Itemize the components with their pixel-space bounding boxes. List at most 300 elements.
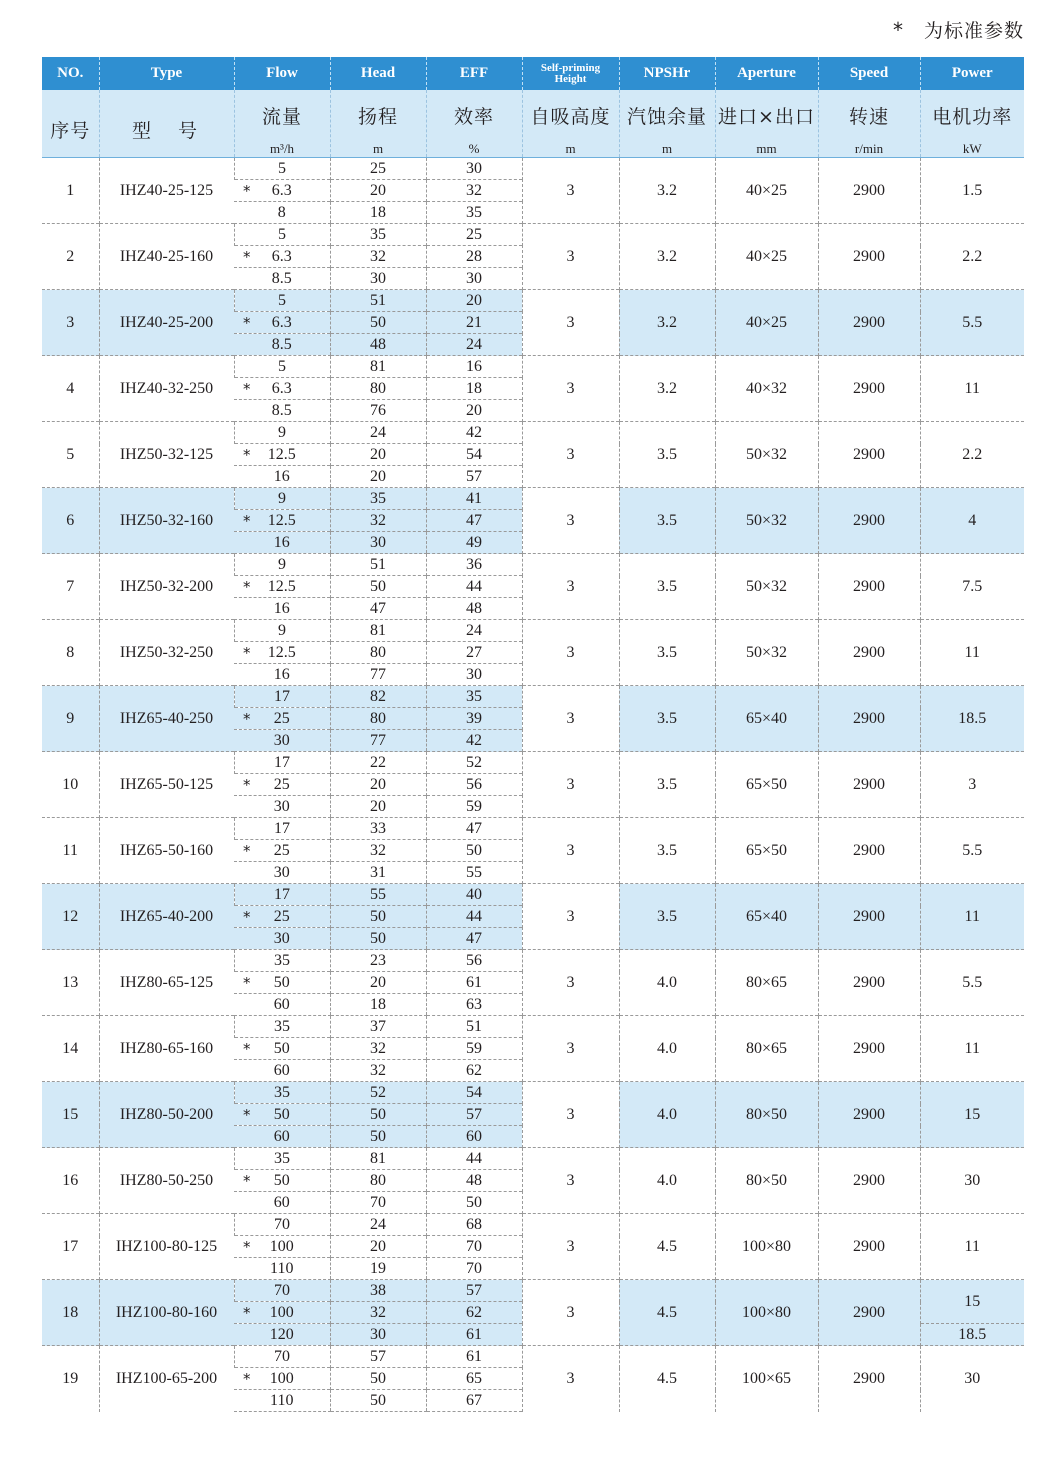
eff-value: 63 (426, 994, 522, 1016)
asterisk-mark: * (892, 18, 904, 42)
header-cn-flow: 流量 m³/h (234, 90, 330, 158)
pump-type: IHZ100-80-125 (99, 1214, 234, 1280)
head-value: 20 (330, 466, 426, 488)
speed-value: 2900 (818, 158, 920, 224)
head-value: 80 (330, 378, 426, 400)
speed-value: 2900 (818, 1214, 920, 1280)
flow-cell (234, 1016, 330, 1038)
eff-value: 57 (426, 466, 522, 488)
power-value: 4 (920, 488, 1024, 554)
pump-type: IHZ40-25-125 (99, 158, 234, 224)
table-row (42, 818, 1024, 840)
eff-value: 18 (426, 378, 522, 400)
head-value: 35 (330, 224, 426, 246)
row-number: 5 (42, 422, 99, 488)
flow-value: 6.3 (271, 379, 292, 397)
flow-cell (234, 510, 330, 532)
speed-value: 2900 (818, 1082, 920, 1148)
npshr-value: 3.2 (619, 290, 715, 356)
header-speed: Speed (818, 57, 920, 90)
pump-type: IHZ80-65-125 (99, 950, 234, 1016)
eff-value: 42 (426, 730, 522, 752)
flow-value: 100 (269, 1237, 294, 1255)
head-value: 50 (330, 576, 426, 598)
power-value: 5.5 (920, 950, 1024, 1016)
aperture-value: 40×32 (715, 356, 818, 422)
header-aperture: Aperture (715, 57, 818, 90)
standard-asterisk: * (243, 379, 251, 398)
speed-value: 2900 (818, 224, 920, 290)
standard-asterisk: * (243, 1105, 251, 1124)
header-head: Head (330, 57, 426, 90)
aperture-value: 65×40 (715, 884, 818, 950)
flow-value: 110 (270, 1391, 294, 1409)
flow-value: 50 (273, 1171, 290, 1189)
head-value: 50 (330, 1390, 426, 1412)
eff-value: 40 (426, 884, 522, 906)
flow-value: 25 (273, 709, 290, 727)
flow-cell (234, 862, 330, 884)
eff-value: 68 (426, 1214, 522, 1236)
flow-value: 8.5 (271, 335, 292, 353)
flow-cell (234, 400, 330, 422)
flow-cell (234, 246, 330, 268)
aperture-value: 100×65 (715, 1346, 818, 1412)
flow-value: 35 (274, 1017, 290, 1035)
flow-cell (234, 532, 330, 554)
eff-value: 20 (426, 290, 522, 312)
flow-cell (234, 268, 330, 290)
flow-cell (234, 466, 330, 488)
self-priming-value: 3 (522, 422, 619, 488)
standard-asterisk: * (243, 1369, 251, 1388)
head-value: 50 (330, 1368, 426, 1390)
eff-value: 50 (426, 840, 522, 862)
pump-type: IHZ65-40-200 (99, 884, 234, 950)
head-value: 20 (330, 972, 426, 994)
head-value: 80 (330, 708, 426, 730)
flow-value: 17 (274, 753, 290, 771)
standard-asterisk: * (243, 841, 251, 860)
header-cn-speed: 转速 r/min (818, 90, 920, 158)
npshr-value: 3.2 (619, 158, 715, 224)
head-value: 18 (330, 994, 426, 1016)
flow-cell (234, 224, 330, 246)
self-priming-value: 3 (522, 554, 619, 620)
eff-value: 39 (426, 708, 522, 730)
speed-value: 2900 (818, 950, 920, 1016)
self-priming-value: 3 (522, 488, 619, 554)
eff-value: 57 (426, 1280, 522, 1302)
head-value: 24 (330, 422, 426, 444)
flow-value: 25 (273, 907, 290, 925)
eff-value: 55 (426, 862, 522, 884)
standard-asterisk: * (243, 181, 251, 200)
pump-type: IHZ40-25-200 (99, 290, 234, 356)
flow-value: 9 (278, 489, 286, 507)
eff-value: 35 (426, 686, 522, 708)
flow-value: 6.3 (271, 247, 292, 265)
self-priming-value: 3 (522, 1016, 619, 1082)
head-value: 76 (330, 400, 426, 422)
eff-value: 24 (426, 620, 522, 642)
row-number: 6 (42, 488, 99, 554)
flow-cell (234, 1104, 330, 1126)
table-row (42, 1280, 1024, 1302)
speed-value: 2900 (818, 620, 920, 686)
head-value: 52 (330, 1082, 426, 1104)
flow-cell (234, 972, 330, 994)
npshr-value: 3.5 (619, 554, 715, 620)
table-row (42, 950, 1024, 972)
table-row (42, 554, 1024, 576)
flow-cell (234, 312, 330, 334)
eff-value: 32 (426, 180, 522, 202)
header-cn-npsh: 汽蚀余量 m (619, 90, 715, 158)
standard-asterisk: * (243, 247, 251, 266)
flow-value: 120 (269, 1325, 294, 1343)
table-row (42, 686, 1024, 708)
flow-value: 70 (274, 1215, 290, 1233)
head-value: 37 (330, 1016, 426, 1038)
pump-type: IHZ50-32-200 (99, 554, 234, 620)
flow-value: 6.3 (271, 313, 292, 331)
standard-asterisk: * (243, 445, 251, 464)
head-value: 22 (330, 752, 426, 774)
eff-value: 24 (426, 334, 522, 356)
npshr-value: 4.0 (619, 1148, 715, 1214)
head-value: 50 (330, 1126, 426, 1148)
eff-value: 54 (426, 1082, 522, 1104)
table-row (42, 1016, 1024, 1038)
eff-value: 67 (426, 1390, 522, 1412)
eff-value: 27 (426, 642, 522, 664)
flow-cell (234, 444, 330, 466)
speed-value: 2900 (818, 884, 920, 950)
row-number: 3 (42, 290, 99, 356)
table-row (42, 422, 1024, 444)
flow-value: 17 (274, 885, 290, 903)
flow-value: 70 (274, 1347, 290, 1365)
aperture-value: 50×32 (715, 422, 818, 488)
flow-cell (234, 1258, 330, 1280)
eff-value: 49 (426, 532, 522, 554)
flow-cell (234, 554, 330, 576)
npshr-value: 3.2 (619, 356, 715, 422)
head-value: 19 (330, 1258, 426, 1280)
power-value: 3 (920, 752, 1024, 818)
flow-cell (234, 752, 330, 774)
flow-cell (234, 774, 330, 796)
flow-cell (234, 1082, 330, 1104)
self-priming-value: 3 (522, 1082, 619, 1148)
speed-value: 2900 (818, 356, 920, 422)
head-value: 25 (330, 158, 426, 180)
power-value: 7.5 (920, 554, 1024, 620)
head-value: 30 (330, 532, 426, 554)
flow-value: 6.3 (271, 181, 292, 199)
eff-value: 35 (426, 202, 522, 224)
power-value: 30 (920, 1346, 1024, 1412)
flow-value: 30 (273, 797, 290, 815)
eff-value: 56 (426, 950, 522, 972)
table-body (42, 158, 1024, 1412)
power-value: 11 (920, 1016, 1024, 1082)
flow-value: 30 (273, 863, 290, 881)
flow-cell (234, 1126, 330, 1148)
eff-value: 61 (426, 972, 522, 994)
eff-value: 70 (426, 1258, 522, 1280)
head-value: 30 (330, 1324, 426, 1346)
table-row (42, 1082, 1024, 1104)
flow-value: 30 (273, 929, 290, 947)
pump-type: IHZ80-50-250 (99, 1148, 234, 1214)
flow-value: 17 (274, 819, 290, 837)
self-priming-value: 3 (522, 752, 619, 818)
head-value: 50 (330, 312, 426, 334)
eff-value: 52 (426, 752, 522, 774)
table-row (42, 158, 1024, 180)
flow-cell (234, 334, 330, 356)
self-priming-value: 3 (522, 1280, 619, 1346)
flow-value: 70 (274, 1281, 290, 1299)
table-row (42, 884, 1024, 906)
flow-cell (234, 950, 330, 972)
head-value: 82 (330, 686, 426, 708)
eff-value: 30 (426, 268, 522, 290)
eff-value: 65 (426, 1368, 522, 1390)
flow-value: 50 (273, 1039, 290, 1057)
flow-value: 9 (278, 621, 286, 639)
flow-cell (234, 576, 330, 598)
flow-value: 16 (273, 533, 290, 551)
flow-value: 5 (278, 225, 286, 243)
speed-value: 2900 (818, 1280, 920, 1346)
head-value: 50 (330, 928, 426, 950)
table-row (42, 356, 1024, 378)
flow-value: 12.5 (267, 445, 296, 463)
eff-value: 56 (426, 774, 522, 796)
flow-value: 35 (274, 951, 290, 969)
flow-cell (234, 620, 330, 642)
header-eff: EFF (426, 57, 522, 90)
pump-type: IHZ80-50-200 (99, 1082, 234, 1148)
eff-value: 70 (426, 1236, 522, 1258)
flow-cell (234, 686, 330, 708)
standard-asterisk: * (243, 511, 251, 530)
eff-value: 44 (426, 1148, 522, 1170)
pump-type: IHZ50-32-125 (99, 422, 234, 488)
self-priming-value: 3 (522, 620, 619, 686)
flow-cell (234, 642, 330, 664)
row-number: 7 (42, 554, 99, 620)
head-value: 50 (330, 906, 426, 928)
head-value: 51 (330, 554, 426, 576)
flow-value: 8.5 (271, 401, 292, 419)
self-priming-value: 3 (522, 356, 619, 422)
aperture-value: 100×80 (715, 1280, 818, 1346)
npshr-value: 3.5 (619, 686, 715, 752)
flow-value: 16 (273, 599, 290, 617)
power-value: 5.5 (920, 818, 1024, 884)
head-value: 32 (330, 1038, 426, 1060)
self-priming-value: 3 (522, 1148, 619, 1214)
flow-cell (234, 356, 330, 378)
eff-value: 20 (426, 400, 522, 422)
eff-value: 30 (426, 158, 522, 180)
row-number: 10 (42, 752, 99, 818)
standard-asterisk: * (243, 1039, 251, 1058)
eff-value: 48 (426, 598, 522, 620)
flow-value: 100 (269, 1303, 294, 1321)
standard-asterisk: * (243, 313, 251, 332)
eff-value: 59 (426, 796, 522, 818)
power-value: 2.2 (920, 224, 1024, 290)
self-priming-value: 3 (522, 884, 619, 950)
flow-value: 5 (278, 291, 286, 309)
power-value: 2.2 (920, 422, 1024, 488)
flow-value: 8 (277, 203, 286, 221)
pump-type: IHZ50-32-250 (99, 620, 234, 686)
header-cn-head: 扬程 m (330, 90, 426, 158)
row-number: 11 (42, 818, 99, 884)
head-value: 31 (330, 862, 426, 884)
aperture-value: 80×50 (715, 1082, 818, 1148)
self-priming-value: 3 (522, 686, 619, 752)
flow-value: 9 (278, 423, 286, 441)
flow-cell (234, 202, 330, 224)
aperture-value: 65×40 (715, 686, 818, 752)
aperture-value: 80×65 (715, 950, 818, 1016)
self-priming-value: 3 (522, 818, 619, 884)
eff-value: 28 (426, 246, 522, 268)
flow-value: 50 (273, 1105, 290, 1123)
eff-value: 50 (426, 1192, 522, 1214)
eff-value: 57 (426, 1104, 522, 1126)
flow-cell (234, 796, 330, 818)
npshr-value: 3.5 (619, 620, 715, 686)
eff-value: 47 (426, 818, 522, 840)
header-power: Power (920, 57, 1024, 90)
flow-value: 25 (273, 775, 290, 793)
standard-asterisk: * (243, 643, 251, 662)
flow-cell (234, 1148, 330, 1170)
flow-cell (234, 1236, 330, 1258)
flow-value: 17 (274, 687, 290, 705)
self-priming-value: 3 (522, 950, 619, 1016)
flow-cell (234, 1038, 330, 1060)
eff-value: 36 (426, 554, 522, 576)
head-value: 32 (330, 510, 426, 532)
pump-type: IHZ40-25-160 (99, 224, 234, 290)
flow-cell (234, 598, 330, 620)
head-value: 33 (330, 818, 426, 840)
flow-value: 12.5 (267, 511, 296, 529)
npshr-value: 3.5 (619, 752, 715, 818)
row-number: 18 (42, 1280, 99, 1346)
head-value: 20 (330, 796, 426, 818)
eff-value: 60 (426, 1126, 522, 1148)
power-value: 15 (920, 1280, 1024, 1324)
flow-cell (234, 1192, 330, 1214)
power-value: 15 (920, 1082, 1024, 1148)
head-value: 35 (330, 488, 426, 510)
eff-value: 30 (426, 664, 522, 686)
row-number: 12 (42, 884, 99, 950)
header-npshr: NPSHr (619, 57, 715, 90)
npshr-value: 3.5 (619, 818, 715, 884)
eff-value: 44 (426, 576, 522, 598)
aperture-value: 40×25 (715, 224, 818, 290)
flow-cell (234, 180, 330, 202)
head-value: 32 (330, 246, 426, 268)
flow-value: 16 (273, 467, 290, 485)
header-type: Type (99, 57, 234, 90)
eff-value: 51 (426, 1016, 522, 1038)
row-number: 19 (42, 1346, 99, 1412)
standard-asterisk: * (243, 577, 251, 596)
npshr-value: 4.5 (619, 1214, 715, 1280)
standard-parameter-note (893, 16, 1024, 43)
flow-cell (234, 840, 330, 862)
row-number: 9 (42, 686, 99, 752)
row-number: 14 (42, 1016, 99, 1082)
eff-value: 54 (426, 444, 522, 466)
head-value: 32 (330, 1060, 426, 1082)
aperture-value: 80×65 (715, 1016, 818, 1082)
flow-value: 5 (278, 159, 286, 177)
head-value: 24 (330, 1214, 426, 1236)
head-value: 81 (330, 1148, 426, 1170)
flow-value: 50 (273, 973, 290, 991)
header-cn-aperture: 进口×出口 mm (715, 90, 818, 158)
npshr-value: 4.5 (619, 1346, 715, 1412)
aperture-value: 50×32 (715, 488, 818, 554)
table-row (42, 290, 1024, 312)
pump-type: IHZ65-40-250 (99, 686, 234, 752)
speed-value: 2900 (818, 290, 920, 356)
power-value: 30 (920, 1148, 1024, 1214)
npshr-value: 4.0 (619, 950, 715, 1016)
aperture-value: 50×32 (715, 554, 818, 620)
head-value: 77 (330, 664, 426, 686)
power-value: 5.5 (920, 290, 1024, 356)
pump-type: IHZ40-32-250 (99, 356, 234, 422)
standard-asterisk: * (243, 907, 251, 926)
head-value: 50 (330, 1104, 426, 1126)
flow-cell (234, 884, 330, 906)
flow-cell (234, 906, 330, 928)
head-value: 80 (330, 642, 426, 664)
eff-value: 48 (426, 1170, 522, 1192)
header-cn-no: 序号 (42, 90, 99, 158)
flow-cell (234, 422, 330, 444)
speed-value: 2900 (818, 686, 920, 752)
flow-value: 30 (273, 731, 290, 749)
head-value: 38 (330, 1280, 426, 1302)
aperture-value: 100×80 (715, 1214, 818, 1280)
flow-cell (234, 158, 330, 180)
flow-cell (234, 378, 330, 400)
power-value: 11 (920, 356, 1024, 422)
aperture-value: 50×32 (715, 620, 818, 686)
head-value: 47 (330, 598, 426, 620)
note-text: 为标准参数 (923, 20, 1024, 42)
eff-value: 62 (426, 1302, 522, 1324)
eff-value: 44 (426, 906, 522, 928)
self-priming-value: 3 (522, 158, 619, 224)
eff-value: 16 (426, 356, 522, 378)
